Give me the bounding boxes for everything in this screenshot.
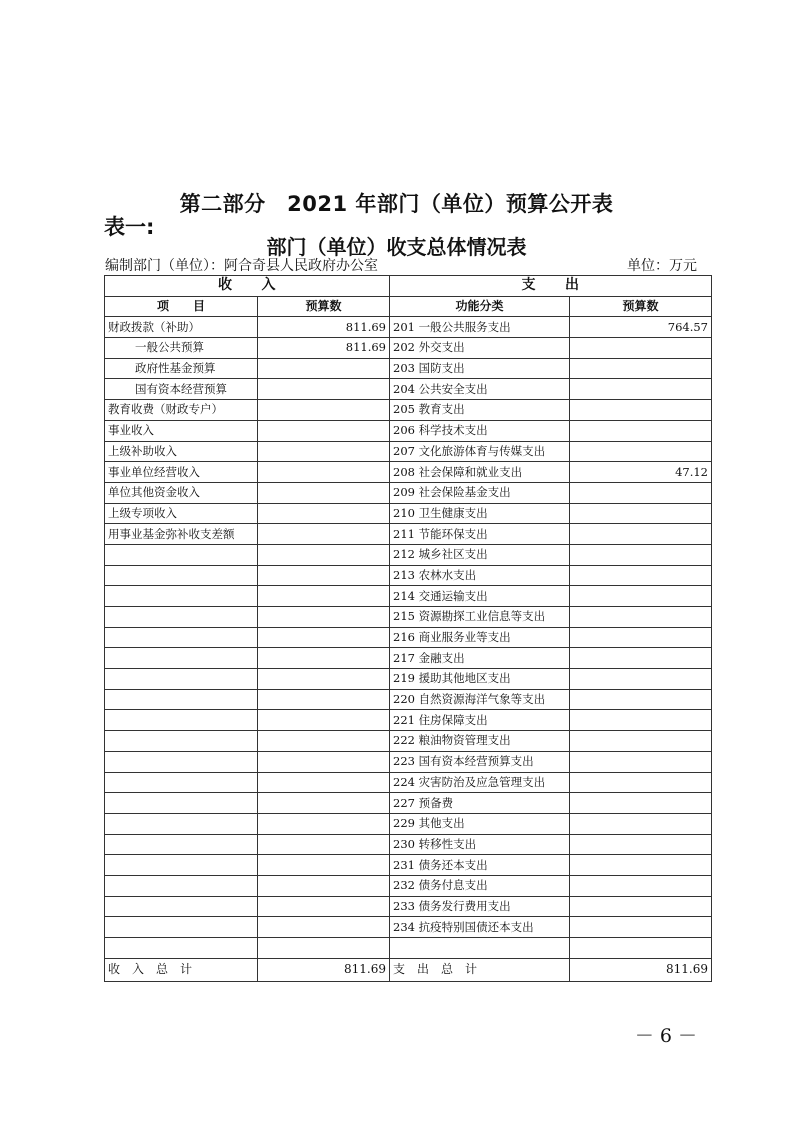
income-item-cell <box>105 565 258 586</box>
expense-value-cell <box>570 503 712 524</box>
table-row <box>105 482 712 503</box>
table-title: 部门（单位）收支总体情况表 <box>266 235 527 259</box>
income-value-cell <box>258 855 390 876</box>
income-value-cell <box>258 565 390 586</box>
table-row <box>105 896 712 917</box>
table-row <box>105 420 712 441</box>
table-row <box>105 772 712 793</box>
income-value-cell: 811.69 <box>258 317 390 338</box>
expense-category-cell: 210 卫生健康支出 <box>390 503 570 524</box>
income-value-cell <box>258 917 390 938</box>
table-row <box>105 503 712 524</box>
table-row <box>105 358 712 379</box>
table-row <box>105 565 712 586</box>
expense-value-cell <box>570 524 712 545</box>
income-value-cell <box>258 420 390 441</box>
expense-value-cell <box>570 855 712 876</box>
expense-section-header: 支 出 <box>390 276 712 297</box>
table-row <box>105 648 712 669</box>
income-value-cell <box>258 896 390 917</box>
income-item-cell <box>105 710 258 731</box>
col-header-expense-budget: 预算数 <box>570 296 712 317</box>
expense-category-cell <box>390 938 570 959</box>
col-header-income-budget: 预算数 <box>258 296 390 317</box>
expense-value-cell <box>570 379 712 400</box>
income-item-cell: 单位其他资金收入 <box>105 482 258 503</box>
income-item-cell <box>105 896 258 917</box>
expense-value-cell <box>570 875 712 896</box>
expense-category-cell: 216 商业服务业等支出 <box>390 627 570 648</box>
expense-total-value: 811.69 <box>570 958 712 981</box>
income-total-value: 811.69 <box>258 958 390 981</box>
table-label: 表一: <box>104 215 155 239</box>
income-item-cell: 事业单位经营收入 <box>105 462 258 483</box>
table-row <box>105 338 712 359</box>
income-item-cell: 财政拨款（补助） <box>105 317 258 338</box>
expense-value-cell <box>570 400 712 421</box>
table-row <box>105 669 712 690</box>
table-row <box>105 524 712 545</box>
expense-value-cell <box>570 358 712 379</box>
income-value-cell <box>258 462 390 483</box>
income-item-cell <box>105 834 258 855</box>
table-row <box>105 751 712 772</box>
expense-category-cell: 206 科学技术支出 <box>390 420 570 441</box>
income-value-cell <box>258 834 390 855</box>
income-item-cell <box>105 586 258 607</box>
expense-category-cell: 211 节能环保支出 <box>390 524 570 545</box>
expense-category-cell: 217 金融支出 <box>390 648 570 669</box>
expense-value-cell <box>570 482 712 503</box>
income-item-cell <box>105 648 258 669</box>
income-value-cell <box>258 669 390 690</box>
expense-category-cell: 213 农林水支出 <box>390 565 570 586</box>
income-value-cell <box>258 875 390 896</box>
column-header-row <box>105 296 712 317</box>
income-value-cell <box>258 731 390 752</box>
income-value-cell <box>258 627 390 648</box>
income-value-cell <box>258 379 390 400</box>
table-row <box>105 607 712 628</box>
expense-category-cell: 215 资源勘探工业信息等支出 <box>390 607 570 628</box>
expense-category-cell: 229 其他支出 <box>390 813 570 834</box>
expense-category-cell: 214 交通运输支出 <box>390 586 570 607</box>
income-section-header: 收 入 <box>105 276 390 297</box>
expense-category-cell: 209 社会保险基金支出 <box>390 482 570 503</box>
income-item-cell: 一般公共预算 <box>105 338 258 359</box>
expense-total-label: 支 出 总 计 <box>390 958 570 981</box>
expense-value-cell <box>570 669 712 690</box>
col-header-item: 项 目 <box>105 296 258 317</box>
income-item-cell: 政府性基金预算 <box>105 358 258 379</box>
table-row <box>105 441 712 462</box>
income-value-cell <box>258 400 390 421</box>
income-value-cell <box>258 938 390 959</box>
income-value-cell <box>258 503 390 524</box>
income-item-cell: 用事业基金弥补收支差额 <box>105 524 258 545</box>
expense-category-cell: 227 预备费 <box>390 793 570 814</box>
income-value-cell <box>258 813 390 834</box>
expense-category-cell: 221 住房保障支出 <box>390 710 570 731</box>
income-value-cell <box>258 710 390 731</box>
table-row <box>105 544 712 565</box>
expense-category-cell: 230 转移性支出 <box>390 834 570 855</box>
income-value-cell <box>258 544 390 565</box>
expense-category-cell: 201 一般公共服务支出 <box>390 317 570 338</box>
income-item-cell <box>105 855 258 876</box>
expense-value-cell <box>570 544 712 565</box>
expense-value-cell <box>570 420 712 441</box>
expense-category-cell: 205 教育支出 <box>390 400 570 421</box>
part-title: 第二部分 2021 年部门（单位）预算公开表 <box>179 192 614 216</box>
expense-value-cell <box>570 627 712 648</box>
expense-value-cell <box>570 710 712 731</box>
income-value-cell <box>258 441 390 462</box>
income-value-cell <box>258 751 390 772</box>
expense-category-cell: 208 社会保障和就业支出 <box>390 462 570 483</box>
expense-value-cell <box>570 772 712 793</box>
table-row <box>105 317 712 338</box>
income-item-cell <box>105 669 258 690</box>
income-item-cell <box>105 544 258 565</box>
table-row <box>105 627 712 648</box>
expense-category-cell: 231 债务还本支出 <box>390 855 570 876</box>
income-item-cell <box>105 689 258 710</box>
expense-value-cell <box>570 793 712 814</box>
expense-category-cell: 219 援助其他地区支出 <box>390 669 570 690</box>
expense-category-cell: 207 文化旅游体育与传媒支出 <box>390 441 570 462</box>
expense-category-cell: 222 粮油物资管理支出 <box>390 731 570 752</box>
income-item-cell: 教育收费（财政专户） <box>105 400 258 421</box>
expense-value-cell <box>570 896 712 917</box>
income-item-cell <box>105 607 258 628</box>
income-item-cell: 上级专项收入 <box>105 503 258 524</box>
expense-category-cell: 212 城乡社区支出 <box>390 544 570 565</box>
totals-row <box>105 958 712 981</box>
expense-value-cell <box>570 731 712 752</box>
income-item-cell <box>105 875 258 896</box>
income-value-cell <box>258 586 390 607</box>
table-row <box>105 400 712 421</box>
expense-category-cell: 234 抗疫特别国债还本支出 <box>390 917 570 938</box>
table-row <box>105 917 712 938</box>
table-row <box>105 793 712 814</box>
expense-value-cell <box>570 917 712 938</box>
income-item-cell <box>105 627 258 648</box>
table-row <box>105 379 712 400</box>
table-row <box>105 855 712 876</box>
income-value-cell <box>258 689 390 710</box>
table-row <box>105 689 712 710</box>
income-total-label: 收 入 总 计 <box>105 958 258 981</box>
expense-value-cell <box>570 586 712 607</box>
expense-value-cell <box>570 834 712 855</box>
income-value-cell <box>258 358 390 379</box>
unit-label: 单位：万元 <box>627 258 697 274</box>
col-header-category: 功能分类 <box>390 296 570 317</box>
table-row <box>105 813 712 834</box>
expense-value-cell <box>570 441 712 462</box>
expense-value-cell <box>570 607 712 628</box>
table-row <box>105 586 712 607</box>
section-header-row <box>105 276 712 297</box>
income-item-cell <box>105 751 258 772</box>
expense-category-cell: 224 灾害防治及应急管理支出 <box>390 772 570 793</box>
income-value-cell <box>258 793 390 814</box>
expense-category-cell: 223 国有资本经营预算支出 <box>390 751 570 772</box>
table-row <box>105 731 712 752</box>
table-row <box>105 875 712 896</box>
income-value-cell: 811.69 <box>258 338 390 359</box>
income-item-cell: 上级补助收入 <box>105 441 258 462</box>
expense-category-cell: 233 债务发行费用支出 <box>390 896 570 917</box>
page-number: － 6 － <box>634 1025 697 1047</box>
expense-category-cell: 232 债务付息支出 <box>390 875 570 896</box>
table-row <box>105 938 712 959</box>
income-item-cell <box>105 793 258 814</box>
expense-category-cell: 202 外交支出 <box>390 338 570 359</box>
expense-value-cell <box>570 689 712 710</box>
table-row <box>105 462 712 483</box>
income-value-cell <box>258 524 390 545</box>
expense-value-cell: 764.57 <box>570 317 712 338</box>
expense-value-cell <box>570 813 712 834</box>
income-item-cell <box>105 731 258 752</box>
budget-table <box>104 275 712 982</box>
expense-value-cell <box>570 565 712 586</box>
income-value-cell <box>258 648 390 669</box>
expense-value-cell: 47.12 <box>570 462 712 483</box>
expense-value-cell <box>570 751 712 772</box>
expense-category-cell: 203 国防支出 <box>390 358 570 379</box>
income-item-cell <box>105 938 258 959</box>
expense-value-cell <box>570 938 712 959</box>
expense-category-cell: 220 自然资源海洋气象等支出 <box>390 689 570 710</box>
income-item-cell: 国有资本经营预算 <box>105 379 258 400</box>
table-row <box>105 710 712 731</box>
income-item-cell: 事业收入 <box>105 420 258 441</box>
expense-value-cell <box>570 648 712 669</box>
income-value-cell <box>258 482 390 503</box>
org-label: 编制部门（单位）：阿合奇县人民政府办公室 <box>105 258 378 274</box>
income-value-cell <box>258 607 390 628</box>
table-row <box>105 834 712 855</box>
expense-value-cell <box>570 338 712 359</box>
income-item-cell <box>105 772 258 793</box>
income-item-cell <box>105 813 258 834</box>
income-item-cell <box>105 917 258 938</box>
expense-category-cell: 204 公共安全支出 <box>390 379 570 400</box>
income-value-cell <box>258 772 390 793</box>
